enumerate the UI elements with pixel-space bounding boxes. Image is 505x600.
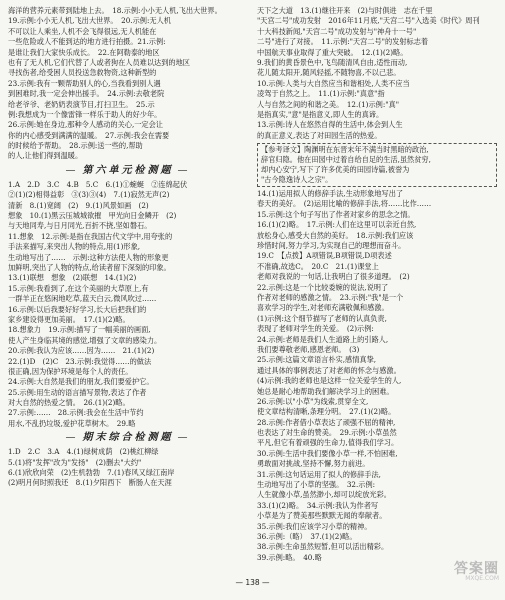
answer-line: 十大科技新闻,"天宫二号"成功发射与"神舟十一号"	[257, 26, 417, 36]
answer-line: 花儿随太阳开,随风轻摇,不随物喜,不以己悲。	[257, 68, 401, 78]
answer-line: 24.示例:大自然是我们的朋友,我们要爱护它。	[8, 377, 154, 387]
answer-line: 却内心安宁,写下了许多优美的田园诗篇,被誉为	[261, 165, 410, 175]
section-title-unit6: — 第六单元检测题 —	[8, 164, 248, 178]
section-title-final: — 期末综合检测题 —	[8, 431, 248, 445]
answer-line: 你的内心感受到满满的温暖。 27.示例:我会在需要	[8, 130, 170, 140]
answer-line: 25.示例:这篇文章语言朴实,感情真挚,	[257, 355, 377, 365]
answer-line: 中国航天事业取得了重大突破。 12.(1)(2)略。	[257, 47, 408, 57]
answer-line: 22.(1)D (2)C 23.示例:我觉得……的做法	[8, 356, 152, 366]
right-column	[257, 6, 497, 566]
right-answers-top	[257, 6, 497, 141]
answer-line: 很正确,因为保护环境是每个人的责任。	[8, 366, 133, 376]
answer-line: 作者对老师的感激之情。 23.示例:"我"是一个	[257, 292, 404, 302]
answer-line: 13.示例:诗人在悠然自得的生活中,体会到人生	[257, 120, 403, 130]
answer-line: 海洋的营养元素带到陆地上去。 18.示例:小小无人机,飞出大世界。	[8, 6, 222, 15]
answer-line: 是指真实,"意"是指意义,即人生的真谛。	[257, 109, 384, 119]
answer-line: 的真正意义,表达了对田园生活的热爱。	[257, 130, 382, 140]
answer-line: 人生就像小草,虽然渺小,却可以绽放光彩。	[257, 490, 391, 500]
answer-line: 28.示例:作者借小草表达了顽强不屈的精神,	[257, 417, 396, 427]
left-answers-unit6	[8, 180, 248, 429]
answer-line: 到困难时,我一定会伸出援手。 24.示例:去敬老院	[8, 89, 165, 99]
watermark-logo	[454, 561, 499, 585]
answer-line: 她总是耐心地帮助我们解决学习上的困难。	[257, 386, 394, 396]
answer-line: 珍惜时间,努力学习,为实现自己的理想而奋斗。	[257, 241, 406, 251]
answer-line: 生动地写出了小草的坚强。 32.示例:	[257, 480, 376, 490]
answer-line: 16.(1)(2)略。 17.示例:人们在这里可以亲近自然,	[257, 220, 417, 230]
answer-line: 我们要尊敬老师,感恩老师。 (3)	[257, 344, 360, 354]
page-number: — 138 —	[235, 578, 270, 587]
answer-line: 19.C 【点拨】A项错误,B项错误,D项表述	[257, 251, 392, 261]
answer-line: 30.示例:生活中我们要像小草一样,不怕困难,	[257, 448, 398, 458]
answer-line: 使文章结构清晰,条理分明。 27.(1)(2)略。	[257, 407, 396, 417]
answer-line: 6.(1)欣欣向荣 (2)生机勃勃 7.(1)春风又绿江南岸	[8, 468, 175, 478]
answer-line: 14.(1)运用拟人的修辞手法,生动形象地写出了	[257, 189, 404, 199]
left-answers-final	[8, 447, 248, 489]
answer-line: 35.示例:我们应该学习小草的精神。	[257, 521, 372, 531]
answer-line: 例:我想成为一个像雷锋一样乐于助人的好少年。	[8, 109, 162, 119]
answer-line: 清新 8.(1)宽阔 (2) 9.(1)风景如画 (2)	[8, 200, 149, 210]
answer-line: 27.示例:…… 28.示例:我会在生活中节约	[8, 408, 144, 418]
answer-line: 15.示例:这个句子写出了作者对家乡的思念之情。	[257, 209, 415, 219]
answer-line: 1.D 2.C 3.A 4.(1)绿树成荫 (2)桃红柳绿	[8, 447, 159, 457]
answer-line: (1)示例:这个细节描写了老师的认真负责,	[257, 313, 387, 323]
answer-line: 一群羊正在悠闲地吃草,蓝天白云,微风吹过……	[8, 294, 157, 304]
answer-line: 老师对我说的一句话,让我明白了很多道理。 (2)	[257, 272, 410, 282]
answer-line: 18.想象力 19.示例:描写了一幅美丽的画面,	[8, 325, 151, 335]
answer-line: 不准确,故选C。 20.C 21.(1)课堂上	[257, 261, 379, 271]
left-column	[8, 6, 248, 566]
answer-line: 19.示例:小小无人机,飞出大世界。 20.示例:无人机	[8, 16, 171, 26]
answer-line: 15.示例:我看到了,在这个美丽的大草原上,有	[8, 283, 149, 293]
answer-line: 加鲜明,突出了人物的特点,给读者留下深刻的印象。	[8, 262, 171, 272]
answer-line: "天宫二号"成功发射 2016年11月底,"天宫二号"入选美《时代》周刊	[257, 16, 480, 26]
answer-line: 1.A 2.D 3.C 4.B 5.C 6.(1)①蜿蜒 ②连绵起伏	[8, 179, 188, 189]
answer-line: 表现了老师对学生的关爱。 (2)示例:	[257, 324, 374, 334]
answer-line: 26.示例:以"小草"为线索,贯穿全文,	[257, 396, 369, 406]
watermark-sub: MXQE.COM	[465, 575, 499, 583]
answer-line: 家乡建设得更加美丽。 17.(1)(2)略。	[8, 314, 130, 324]
answer-line: 想象 10.(1)黑云压城城欲摧 甲光向日金鳞开 (2)	[8, 211, 177, 221]
answer-line: 通过具体的事例表达了对老师的怀念与感激。	[257, 365, 401, 375]
answer-line: 9.我们的黄昏景色中,飞鸟随清风自由,适性而动,	[257, 57, 408, 67]
answer-line: 平凡,但它有着顽强的生命力,值得我们学习。	[257, 438, 399, 448]
answer-line: (4)示例:我的老师也是这样一位关爱学生的人,	[257, 376, 402, 386]
answer-line: 38.示例:生命虽然短暂,但可以活出精彩。	[257, 542, 389, 552]
answer-line: 33.(1)(2)略。 34.示例:我认为作者写	[257, 500, 379, 510]
reference-translation-box	[257, 143, 497, 187]
answer-line: 24.示例:老师是我们人生道路上的引路人,	[257, 334, 389, 344]
answer-line: 凌驾于自然之上。 11.(1)示例:"真意"指	[257, 89, 385, 99]
answer-line: ②(1)(2)相得益彰 ③(3)③(4) 7.(1)寂然无声(2)	[8, 190, 170, 200]
answer-line: 人与自然之间的和谐之美。 12.(1)示例:"真"	[257, 99, 400, 109]
answer-line: 的时候给予帮助。 28.示例:送一些的,帮助	[8, 141, 143, 151]
answer-line: 的人,让他们得到温暖。	[8, 151, 83, 161]
answer-line: 36.示例:（略） 37.(1)(2)略。	[257, 531, 357, 541]
answer-line: 31.示例:这句话运用了拟人的修辞手法,	[257, 469, 381, 479]
answer-line: 喜欢学习的学生,对老师充满敬佩和感激。	[257, 303, 389, 313]
answer-line: 16.示例:以后我要好好学习,长大后把我们的	[8, 304, 147, 314]
answer-line: (2)明月何时照我还 8.(1)夕阳西下 断肠人在天涯	[8, 478, 172, 488]
answer-line: "古今隐逸诗人之宗"。	[261, 175, 333, 185]
answer-line: 13.(1)联想 想象 (2)联想 14.(1)(2)	[8, 273, 137, 283]
answer-line: 寻找伤者,给受困人员投送急救物资,这种新型的	[8, 68, 157, 78]
answer-line: 不可以让人乘坐,人机不会飞得很远,无人机能在	[8, 26, 157, 36]
answer-line: 20.示例:我认为应该……因为…… 21.(1)(2)	[8, 346, 155, 356]
answer-line: 二号"进行了对接。 11.示例:"天宫二号"的发射标志着	[257, 37, 429, 47]
answer-line: 与天地同寿,与日月同光,百折不挠,坚如磐石。	[8, 221, 152, 231]
answer-line: 22.示例:这是一个比较委婉的说法,说明了	[257, 282, 389, 292]
answer-line: 也表达了对生命的赞美。 29.示例:小草虽然	[257, 428, 397, 438]
answer-line: 是谁让我们大家快乐成长。 22.在阿勒泰的地区	[8, 47, 160, 57]
answer-line: 对大自然的热爱之情。 26.(1)(2)略。	[8, 398, 130, 408]
answer-line: 辞官归隐。他在田园中过着自给自足的生活,虽然贫穷,	[261, 155, 431, 165]
answer-line: 11.想象 12.示例:是指在我国古代文学中,用夸张的	[8, 231, 173, 241]
left-answers-unit5	[8, 6, 248, 162]
answer-line: 天下之大道 13.(1)继往开来 (2)与时俱进 志在千里	[257, 6, 433, 15]
answer-line: 生动地写出了…… 示例:这种方法使人物的形象更	[8, 252, 169, 262]
answer-line: 23.示例:我有一颗帮助别人的心,当我看到别人遇	[8, 78, 161, 88]
watermark-main: 答案圈	[454, 561, 499, 577]
answer-line: 手法来描写,来突出人物的特点,用(1)形象,	[8, 242, 141, 252]
answer-line: 也有了无人机,它们代替了人或者狗在人员难以达到的地区	[8, 57, 190, 67]
answer-line: 春天的美好。 (2)运用比喻的修辞手法,将……比作……	[257, 199, 432, 209]
answer-line: 5.(1)将"发挥"改为"发扬" (2)删去"大约"	[8, 457, 142, 467]
answer-line: 小草是为了赞美那些默默无闻的奉献者。	[257, 511, 387, 521]
right-answers-bottom	[257, 189, 497, 563]
answer-line: 一些危险或人不能到达的地方进行拍摄。21.示例:	[8, 37, 166, 47]
answer-line: 放松身心,感受大自然的美好。 18.示例:我们应该	[257, 230, 414, 240]
answer-line: 使人产生身临其境的感觉,增强了文章的感染力。	[8, 335, 162, 345]
answer-line: 39.示例:略。 40.略	[257, 552, 322, 562]
answer-line: 勇敢面对挑战,坚持不懈,努力前进。	[257, 459, 370, 469]
answer-line: 给老爷爷、老奶奶表演节目,打扫卫生。 25.示	[8, 99, 155, 109]
answer-line: 用水,不乱扔垃圾,爱护花草树木。 29.略	[8, 418, 136, 428]
answer-line: 25.示例:用生动的语言描写景物,表达了作者	[8, 387, 147, 397]
answer-line: 26.示例:她在身边,那种令人感动的关心,一定会让	[8, 120, 163, 130]
answer-line: 【参考译文】陶渊明在东晋末年不满当时黑暗的政治,	[261, 145, 429, 155]
answer-line: 10.示例:人类与大自然应当和谐相处,人类不应当	[257, 78, 410, 88]
